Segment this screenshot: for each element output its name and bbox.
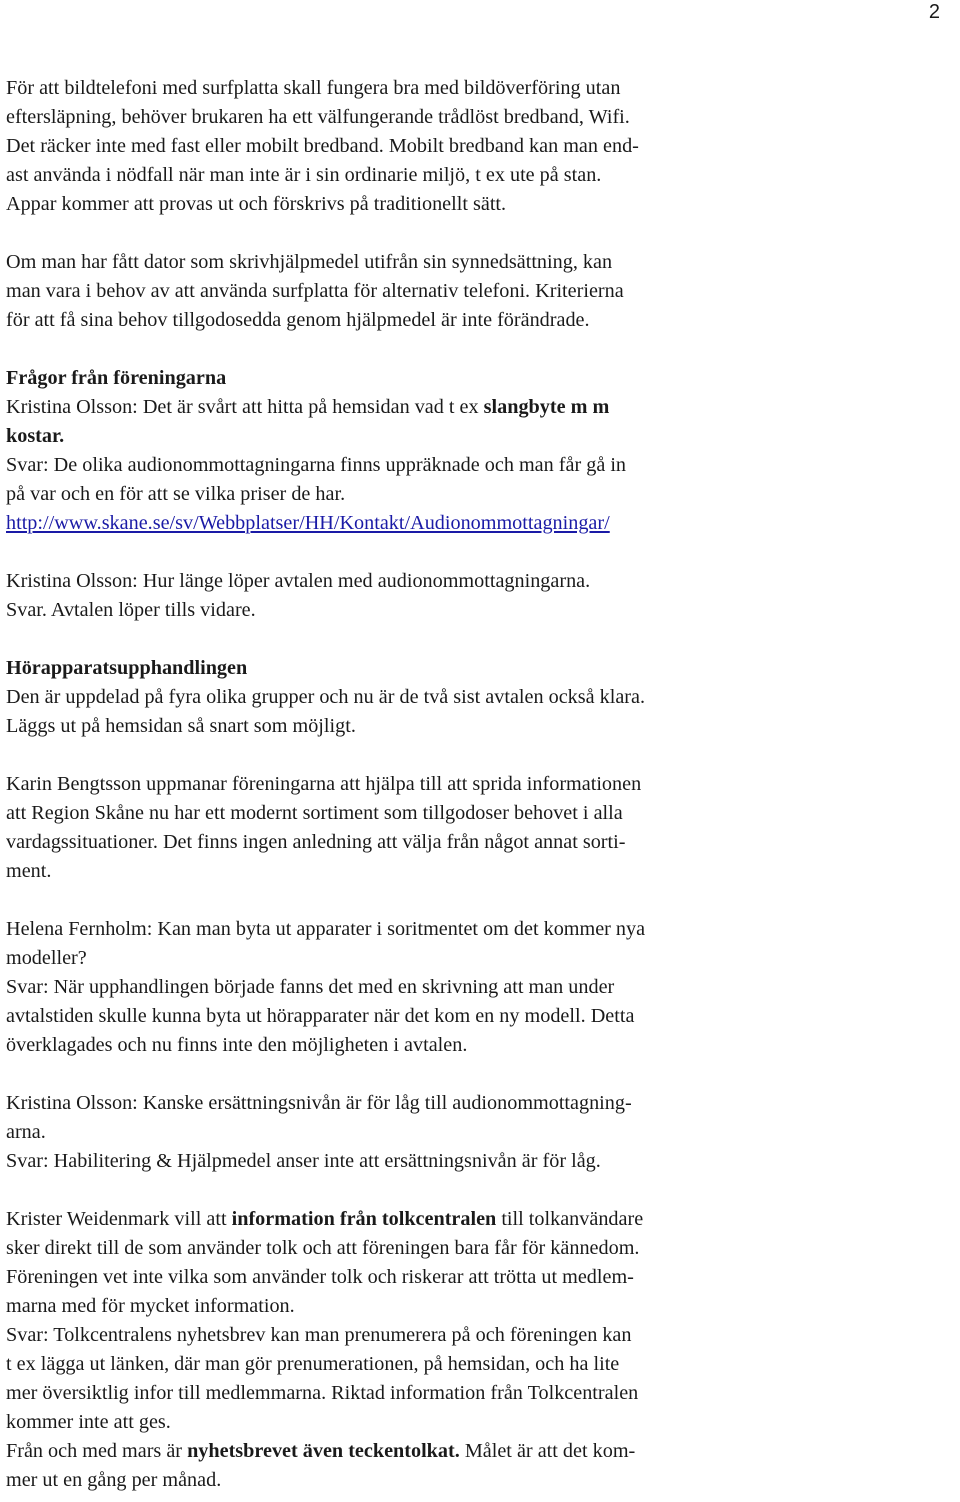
text-line: kostar. <box>6 425 65 447</box>
text-line: vardagssituationer. Det finns ingen anledning att välja från något annat sorti- <box>6 831 626 853</box>
text-line: Svar: Habilitering & Hjälpmedel anser inte att ersättningsnivån är för låg. <box>6 1150 601 1172</box>
text-line: Från och med mars är nyhetsbrevet även teckentolkat. Målet är att det kom- <box>6 1440 636 1462</box>
audionom-link[interactable]: http://www.skane.se/sv/Webbplatser/HH/Kontakt/Audionommottagningar/ <box>6 512 610 534</box>
text-line: överklagades och nu finns inte den möjligheten i avtalen. <box>6 1034 468 1056</box>
page-number: 2 <box>928 1 940 23</box>
text-line: Det räcker inte med fast eller mobilt bredband. Mobilt bredband kan man end- <box>6 135 639 157</box>
text-line: ment. <box>6 860 52 882</box>
section-fragor <box>6 364 946 625</box>
text-line: Karin Bengtsson uppmanar föreningarna att hjälpa till att sprida informationen <box>6 773 642 795</box>
text-line: Helena Fernholm: Kan man byta ut apparater i soritmentet om det kommer nya <box>6 918 646 940</box>
text-line: ast använda i nödfall när man inte är i sin ordinarie miljö, t ex ute på stan. <box>6 164 602 186</box>
text-line: Om man har fått dator som skrivhjälpmedel utifrån sin synnedsättning, kan <box>6 251 613 273</box>
text-line: Den är uppdelad på fyra olika grupper och nu är de två sist avtalen också klara. <box>6 686 646 708</box>
section-heading: Hörapparatsupphandlingen <box>6 657 248 679</box>
section-horapparat <box>6 654 946 1495</box>
text-line: avtalstiden skulle kunna byta ut hörapparater när det kom en ny modell. Detta <box>6 1005 635 1027</box>
text-line: mer ut en gång per månad. <box>6 1469 222 1491</box>
text-line: mer översiktlig infor till medlemmarna. Riktad information från Tolkcentralen <box>6 1382 639 1404</box>
text-line: för att få sina behov tillgodosedda genom hjälpmedel är inte förändrade. <box>6 309 590 331</box>
text-line: arna. <box>6 1121 46 1143</box>
text-line: För att bildtelefoni med surfplatta skall fungera bra med bildöverföring utan <box>6 77 621 99</box>
text-line: kommer inte att ges. <box>6 1411 171 1433</box>
document-body <box>6 74 946 1495</box>
text-line: t ex lägga ut länken, där man gör prenumerationen, på hemsidan, och ha lite <box>6 1353 620 1375</box>
text-line: eftersläpning, behöver brukaren ha ett välfungerande trådlöst bredband, Wifi. <box>6 106 630 128</box>
text-line: att Region Skåne nu har ett modernt sortiment som tillgodoser behovet i alla <box>6 802 623 824</box>
text-line: sker direkt till de som använder tolk och att föreningen bara får för kännedom. <box>6 1237 640 1259</box>
text-line: Kristina Olsson: Hur länge löper avtalen med audionommottagningarna. <box>6 570 591 592</box>
paragraph-wifi <box>6 74 946 219</box>
text-line: på var och en för att se vilka priser de har. <box>6 483 346 505</box>
text-line: modeller? <box>6 947 87 969</box>
text-line: man vara i behov av att använda surfplatta för alternativ telefoni. Kriterierna <box>6 280 624 302</box>
section-heading: Frågor från föreningarna <box>6 367 227 389</box>
text-line: Kristina Olsson: Kanske ersättningsnivån är för låg till audionommottagning- <box>6 1092 632 1114</box>
text-line: Kristina Olsson: Det är svårt att hitta på hemsidan vad t ex slangbyte m m <box>6 396 610 418</box>
text-line: Svar. Avtalen löper tills vidare. <box>6 599 256 621</box>
text-line: Svar: När upphandlingen började fanns det med en skrivning att man under <box>6 976 615 998</box>
paragraph-dator <box>6 248 946 335</box>
text-line: Föreningen vet inte vilka som använder tolk och riskerar att trötta ut medlem- <box>6 1266 634 1288</box>
text-line: Appar kommer att provas ut och förskrivs på traditionellt sätt. <box>6 193 507 215</box>
text-line: marna med för mycket information. <box>6 1295 295 1317</box>
text-line: Krister Weidenmark vill att information från tolkcentralen till tolkanvändare <box>6 1208 644 1230</box>
text-line: Svar: De olika audionommottagningarna finns uppräknade och man får gå in <box>6 454 627 476</box>
text-line: Svar: Tolkcentralens nyhetsbrev kan man prenumerera på och föreningen kan <box>6 1324 632 1346</box>
text-line <box>6 509 946 538</box>
text-line: Läggs ut på hemsidan så snart som möjligt. <box>6 715 356 737</box>
